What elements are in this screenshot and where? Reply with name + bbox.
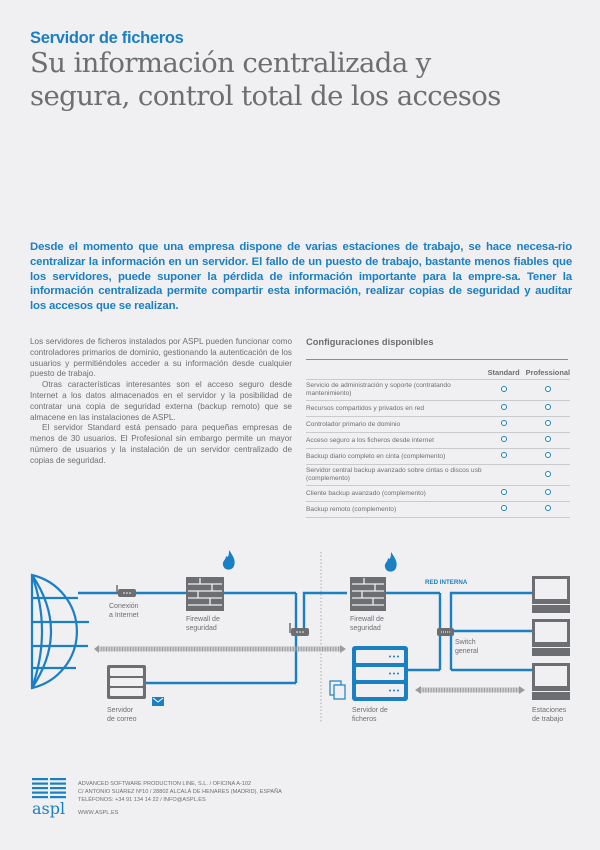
company-name: ADVANCED SOFTWARE PRODUCTION LINE, S.L. / OFICINA A-102 xyxy=(78,781,252,787)
label-switch-2: general xyxy=(455,648,479,655)
file-server-icon xyxy=(352,646,408,701)
title-line-1: Su información centralizada y xyxy=(30,47,431,79)
included-dot-icon xyxy=(545,420,551,426)
label-mail-server-2: de correo xyxy=(107,716,137,723)
modem-icon xyxy=(117,585,136,597)
label-firewall-int: Firewall de xyxy=(350,616,384,623)
column-professional: Professional xyxy=(526,366,570,380)
workstation-icon xyxy=(532,619,570,656)
label-mail-server: Servidor xyxy=(107,707,134,714)
label-workstations-2: de trabajo xyxy=(532,716,564,723)
divider xyxy=(306,359,568,360)
column-standard: Standard xyxy=(482,366,526,380)
table-row xyxy=(306,433,570,449)
network-diagram xyxy=(0,540,600,735)
modem-icon xyxy=(290,623,309,636)
label-firewall-ext-2: seguridad xyxy=(186,625,217,632)
included-dot-icon xyxy=(545,452,551,458)
cell-standard xyxy=(482,486,526,502)
cell-professional xyxy=(526,417,570,433)
logo-text: aspl xyxy=(32,799,66,818)
cell-professional xyxy=(526,486,570,502)
cell-standard xyxy=(482,433,526,449)
mail-server-icon xyxy=(107,665,146,699)
cell-professional xyxy=(526,401,570,417)
label-internet-conn: Conexión xyxy=(109,603,139,610)
cell-standard xyxy=(482,502,526,518)
feature-header xyxy=(306,366,482,380)
table-row xyxy=(306,449,570,465)
config-table-body xyxy=(306,380,570,518)
included-dot-icon xyxy=(545,471,551,477)
table-row xyxy=(306,380,570,401)
table-row xyxy=(306,502,570,518)
feature-label: Recursos compartidos y privados en red xyxy=(306,401,482,417)
included-dot-icon xyxy=(501,436,507,442)
included-dot-icon xyxy=(501,420,507,426)
label-file-server-2: ficheros xyxy=(352,716,377,723)
firewall-icon xyxy=(186,577,224,611)
workstation-icon xyxy=(532,663,570,700)
cell-standard xyxy=(482,449,526,465)
label-firewall-int-2: seguridad xyxy=(350,625,381,632)
feature-label: Backup remoto (complemento) xyxy=(306,502,482,518)
page-title xyxy=(30,47,590,113)
included-dot-icon xyxy=(545,404,551,410)
cell-standard xyxy=(482,417,526,433)
label-red-interna: RED INTERNA xyxy=(425,579,468,586)
table-row xyxy=(306,465,570,486)
title-line-2: segura, control total de los accesos xyxy=(30,80,501,112)
company-info xyxy=(78,780,282,804)
feature-label: Servicio de administración y soporte (contratando mantenimiento) xyxy=(306,380,482,401)
label-firewall-ext: Firewall de xyxy=(186,616,220,623)
body-paragraph: Los servidores de ficheros instalados por ASPL pueden funcionar como controladores primarios de dominio, gestionando la autenticación de los usuarios y permitiéndoles acceder a su información desde cualquier puesto de trabajo. xyxy=(30,337,292,379)
envelope-icon xyxy=(152,697,164,706)
included-dot-icon xyxy=(545,386,551,392)
external-network-lines xyxy=(78,593,532,683)
included-dot-icon xyxy=(501,489,507,495)
body-paragraph: Otras características interesantes son el acceso seguro desde Internet a los datos almacenados en el servidor y la posibilidad de contratar una copia de seguridad externa (backup remoto) que se almacene en las instalaciones de ASPL. xyxy=(30,380,292,422)
config-title: Configuraciones disponibles xyxy=(306,337,434,347)
included-dot-icon xyxy=(545,436,551,442)
feature-label: Controlador primario de dominio xyxy=(306,417,482,433)
body-text xyxy=(30,337,292,467)
switch-icon xyxy=(437,628,454,636)
flame-icon xyxy=(223,550,235,570)
aspl-logo xyxy=(32,778,66,820)
cell-professional xyxy=(526,449,570,465)
website-link[interactable]: WWW.ASPL.ES xyxy=(78,810,119,816)
firewall-icon xyxy=(350,577,386,611)
included-dot-icon xyxy=(545,489,551,495)
config-table xyxy=(306,366,570,518)
lead-paragraph: Desde el momento que una empresa dispone de varias estaciones de trabajo, se hace necesa-rio centralizar la información en un servidor. El fallo de un puesto de trabajo, bastante menos fiables que los servidores, puede suponer la pérdida de información importante para la empre-sa. Tener la información centralizada permite compartir esta información, realizar copias de seguridad y auditar los accesos que se realizan. xyxy=(30,241,572,313)
table-row xyxy=(306,486,570,502)
table-header-row xyxy=(306,366,570,380)
cell-professional xyxy=(526,465,570,486)
included-dot-icon xyxy=(501,404,507,410)
included-dot-icon xyxy=(545,505,551,511)
feature-label: Backup diario completo en cinta (complemento) xyxy=(306,449,482,465)
documents-icon xyxy=(330,681,345,699)
feature-label: Acceso seguro a los ficheros desde internet xyxy=(306,433,482,449)
company-contact: TELÉFONOS: +34 91 134 14 22 / INFO@ASPL.ES xyxy=(78,797,206,803)
cell-professional xyxy=(526,502,570,518)
feature-label: Cliente backup avanzado (complemento) xyxy=(306,486,482,502)
feature-label: Servidor central backup avanzado sobre cintas o discos usb (complemento) xyxy=(306,465,482,486)
label-workstations: Estaciones xyxy=(532,707,567,714)
included-dot-icon xyxy=(501,452,507,458)
body-paragraph: El servidor Standard está pensado para pequeñas empresas de menos de 30 usuarios. El Profesional sin embargo permite un mayor número de usuarios y la instalación de un servidor centralizado de copias de seguridad. xyxy=(30,423,292,465)
cell-standard xyxy=(482,465,526,486)
cell-professional xyxy=(526,380,570,401)
section-subtitle: Servidor de ficheros xyxy=(30,29,184,47)
label-switch: Switch xyxy=(455,639,476,646)
label-internet-conn-2: a Internet xyxy=(109,612,139,619)
cell-standard xyxy=(482,401,526,417)
included-dot-icon xyxy=(501,505,507,511)
data-flow-arrow xyxy=(415,686,525,694)
label-file-server: Servidor de xyxy=(352,707,388,714)
company-address: C/ ANTONIO SUÁREZ Nº10 / 28802 ALCALÁ DE HENARES (MADRID), ESPAÑA xyxy=(78,789,282,795)
cell-professional xyxy=(526,433,570,449)
flame-icon xyxy=(385,552,397,572)
cell-standard xyxy=(482,380,526,401)
included-dot-icon xyxy=(501,386,507,392)
table-row xyxy=(306,417,570,433)
data-flow-arrow xyxy=(94,645,346,653)
workstation-icon xyxy=(532,576,570,613)
table-row xyxy=(306,401,570,417)
